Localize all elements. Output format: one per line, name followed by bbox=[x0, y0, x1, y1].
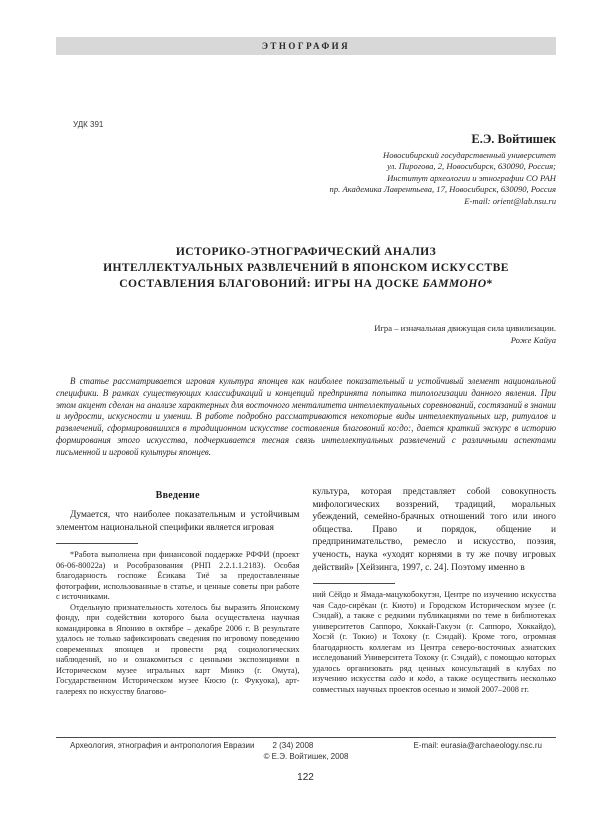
article-title bbox=[56, 244, 556, 292]
footnote-term-italic: садо bbox=[389, 674, 406, 684]
epigraph bbox=[374, 323, 556, 346]
title-footnote-asterisk: * bbox=[486, 277, 493, 290]
footnote-paragraph: Отдельную признательность хотелось бы выразить Японскому фонду, при содействии которого была осуществлена научная командировка в Японию в октябре – декабре 2006 г. В результате удалось не только зафиксировать сведения по игровому поведению современных японцев и провести ряд социологических наблюдений, но и ознакомиться с ценными экспозициями в Историческом музее игральных карт Минкэ (г. Омута), Государственном Историческом музее Кюсю (г. Фукуока), арт-галереях по искусству благово- bbox=[56, 602, 300, 696]
footer-rule bbox=[56, 737, 556, 738]
author-name: Е.Э. Войтишек bbox=[471, 132, 556, 146]
two-column-body bbox=[56, 486, 556, 736]
article-title-line: ИСТОРИКО-ЭТНОГРАФИЧЕСКИЙ АНАЛИЗ bbox=[175, 245, 437, 258]
left-column bbox=[56, 486, 300, 697]
journal-title: Археология, этнография и антропология Евразии bbox=[70, 741, 255, 750]
title-text: СОСТАВЛЕНИЯ БЛАГОВОНИЙ: ИГРЫ НА ДОСКЕ bbox=[119, 277, 423, 290]
epigraph-attribution: Роже Кайуа bbox=[510, 334, 556, 345]
author-email: E-mail: orient@lab.nsu.ru bbox=[464, 195, 556, 206]
footer-journal-info bbox=[70, 741, 313, 750]
title-term-italic: БАММОНО bbox=[422, 277, 487, 290]
affiliation-line: Институт археологии и этнографии СО РАН bbox=[387, 172, 556, 183]
footnote-term-italic: кодо bbox=[417, 674, 434, 684]
footnote-separator bbox=[56, 543, 138, 544]
udk-code: УДК 391 bbox=[73, 120, 104, 129]
footnote-separator bbox=[313, 583, 395, 584]
affiliation-line: Новосибирский государственный университет bbox=[383, 150, 556, 160]
article-title-line bbox=[56, 276, 556, 292]
affiliation-line: пр. Академика Лаврентьева, 17, Новосибирск, 630090, Россия bbox=[329, 184, 556, 195]
affiliation-line: ул. Пирогова, 2, Новосибирск, 630090, Россия; bbox=[387, 161, 556, 172]
footnote-text: ний Сёйдо и Ямада-мацукобокутэн, Центре по изучению искусства чая Садо-сирёкан (г. Киото) и Городском Историческом музее (г. Сэндай), а также с редкими публикациями по теме в библиотеках университетов Саппоро, Хоккай-Гакуэн (г. Саппоро, Хоккайдо), Хосэй (г. Токио) и Тохоку (г. Сэндай). Кроме того, огромная благодарность коллегам из Центра северо-восточных азиатских исследований Университета Тохоку (г. Сэндай), с помощью которых удалось организовать ряд ценных консультаций в клубах по изучению искусства bbox=[312, 590, 556, 684]
journal-email: E-mail: eurasia@archaeology.nsc.ru bbox=[413, 741, 542, 750]
body-paragraph: Думается, что наиболее показательным и устойчивым элементом национальной специфики является игровая bbox=[56, 510, 300, 533]
body-paragraph: культура, которая представляет собой совокупность мифологических воззрений, традиций, моральных убеждений, семейно-брачных отношений того или иного общества. Право и порядок, общение и предпринимательство, ремесло и искусство, поэзия, ученость, наука «уходят корнями в ту же почву игровых действий» [Хейзинга, 1997, с. 24]. Поэтому именно в bbox=[312, 487, 556, 573]
author-block bbox=[330, 132, 556, 207]
footnote-text: , а также осуществить несколько совместных научных проектов осенью и зимой 2007–2008 гг. bbox=[312, 674, 556, 694]
intro-heading: Введение bbox=[155, 490, 200, 501]
copyright-line: © Е.Э. Войтишек, 2008 bbox=[263, 752, 349, 761]
section-header-bar bbox=[56, 37, 556, 55]
footnote-paragraph bbox=[313, 590, 557, 695]
right-column bbox=[313, 486, 557, 695]
journal-issue: 2 (34) 2008 bbox=[272, 741, 314, 750]
section-header-label: ЭТНОГРАФИЯ bbox=[261, 41, 351, 51]
footer-journal-line bbox=[56, 741, 556, 750]
page-number: 122 bbox=[297, 772, 314, 783]
footnote-paragraph: *Работа выполнена при финансовой поддержке РФФИ (проект 06-06-80022а) и Рособразования (РНП 2.2.1.1.2183). Особая благодарность госпоже Ёсикава Тиё за предоставленные фотографии, использованные в статье, и ценные советы при работе с источниками. bbox=[56, 550, 300, 602]
footnote-text: и bbox=[405, 674, 418, 684]
abstract: В статье рассматривается игровая культура японцев как наиболее показательный и устойчивый элемент национальной специфики. В рамках существующих классификаций и концепций предпринята попытка типологизации данного явления. При этом акцент сделан на анализе характерных для восточного менталитета интеллектуальных соревнований, состязаний в знании и мудрости, искусности и умении. В работе подробно рассматриваются некоторые виды интеллектуальных игр, ритуалов и развлечений, сформировавшихся в традиционном искусстве составления благовоний ко:до:, дается краткий экскурс в историю формирования этого искусства, подчеркивается тесная связь интеллектуальных развлечений с различными аспектами письменной и игровой культуры японцев. bbox=[56, 376, 556, 457]
article-title-line: ИНТЕЛЛЕКТУАЛЬНЫХ РАЗВЛЕЧЕНИЙ В ЯПОНСКОМ ИСКУССТВЕ bbox=[103, 261, 509, 274]
epigraph-text: Игра – изначальная движущая сила цивилизации. bbox=[374, 323, 556, 333]
